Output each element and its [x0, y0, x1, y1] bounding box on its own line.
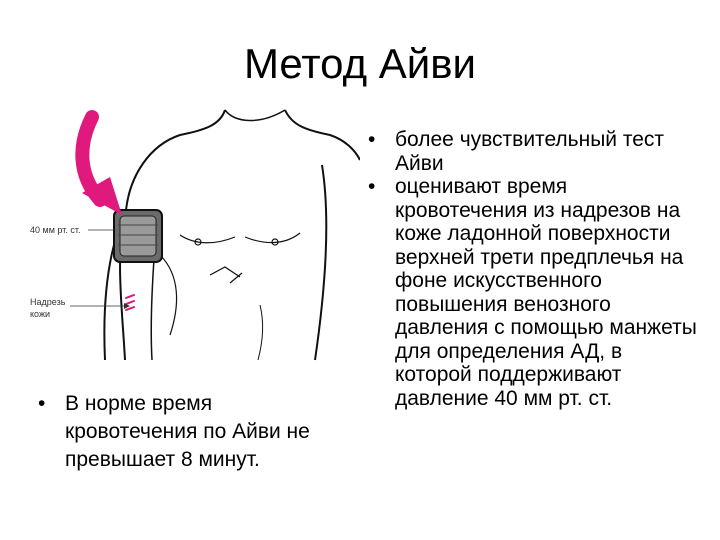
bullet-text: В норме время кровотечения по Айви не превышает 8 минут.: [65, 392, 310, 471]
left-pec: [180, 235, 235, 243]
right-bullet-list: [358, 128, 698, 410]
armpit-line: [160, 255, 177, 335]
bullet-dot: •: [38, 392, 46, 415]
slide-title: Метод Айви: [243, 40, 477, 87]
neck-line: [225, 110, 285, 121]
right-bullet-item: [358, 175, 698, 410]
abdomen-line: [258, 305, 263, 360]
torso-cuff-illustration: [30, 105, 360, 370]
bullet-dot: •: [368, 128, 376, 151]
right-side-outline: [315, 165, 326, 360]
bullet-dot: •: [368, 175, 376, 198]
left-bullet-item: [28, 390, 348, 474]
bullet-text: более чувствительный тест Айви: [395, 128, 665, 175]
label-incision-line1: Надрезь: [30, 297, 66, 307]
bullet-text: оценивают время кровотечения из надрезов на коже ладонной поверхности верхней трети предплечья на фоне искусственного повышения венозного давления с помощью манжеты для определения АД, в которой поддерживают давление 40 мм рт. ст.: [395, 175, 697, 410]
label-incision-line2: кожи: [30, 309, 50, 319]
pressure-cuff: [114, 210, 162, 262]
sternum-mark: [210, 267, 242, 283]
incision-marks: [126, 295, 134, 310]
left-bullet-list: [28, 390, 348, 474]
label-pressure: 40 мм рт. ст.: [30, 225, 81, 235]
illustration-svg: [30, 105, 360, 370]
right-bullet-item: [358, 128, 698, 175]
